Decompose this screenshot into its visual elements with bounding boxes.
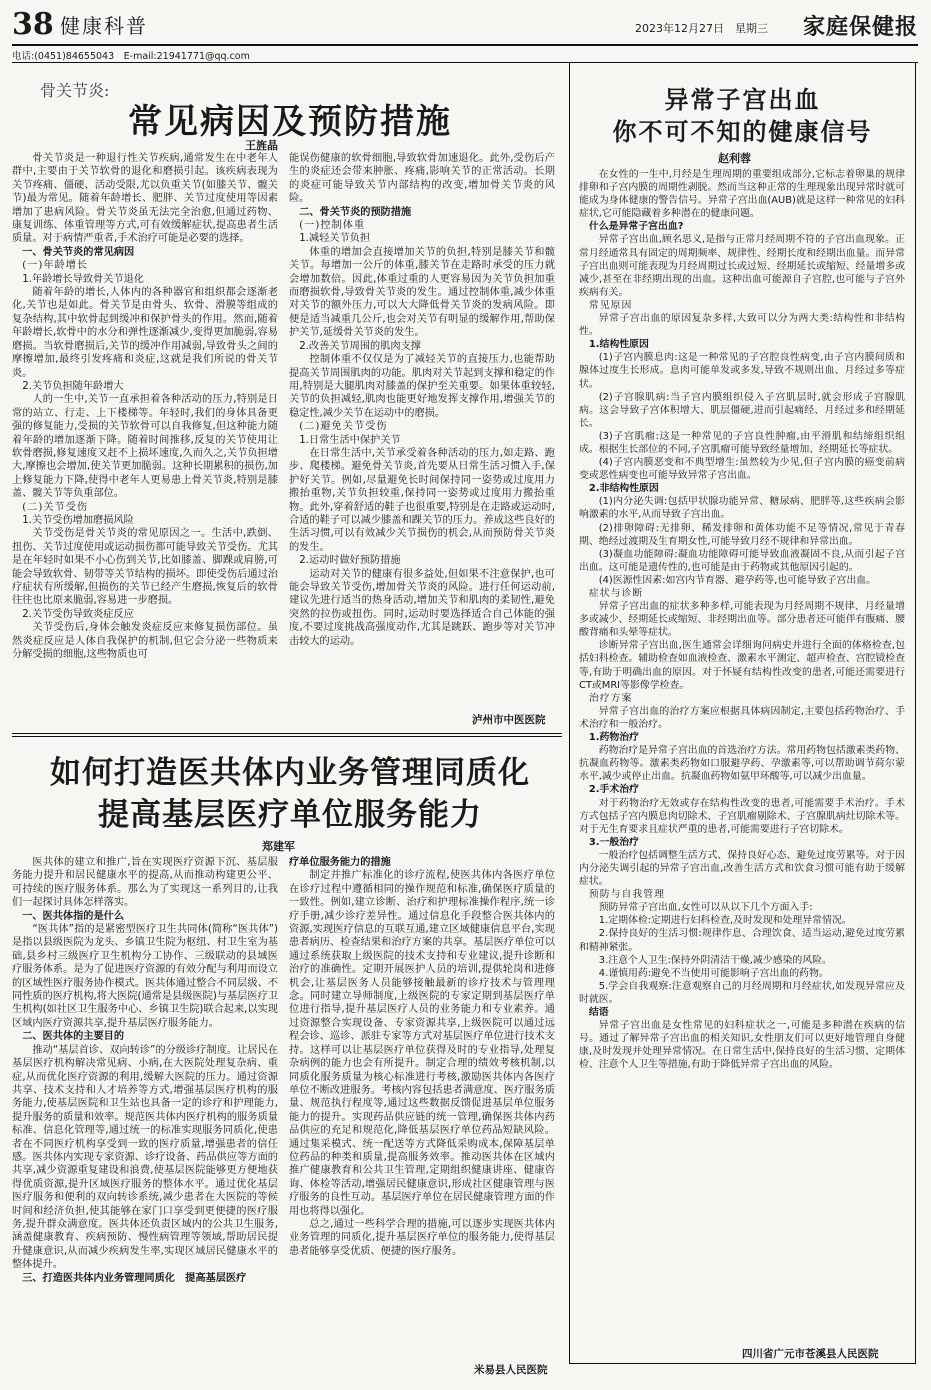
paragraph: (1)内分泌失调:包括甲状腺功能异常、糖尿病、肥胖等,这些疾病会影响激素的水平,从而导致子宫出血。: [579, 496, 905, 521]
paragraph: 1.关节受伤增加磨损风险: [22, 514, 134, 526]
masthead-rule: [12, 44, 918, 46]
subheading: 1.结构性原因: [588, 339, 649, 351]
paragraph: 药物治疗是异常子宫出血的首选治疗方法。常用药物包括激素类药物、抗凝血药物等。激素类药物如口服避孕药、孕激素等,可以帮助调节荷尔蒙水平,减少或停止出血。抗凝血药物如氨甲环酸等,可以减少出血量。: [579, 745, 905, 783]
subheading: 结语: [588, 1007, 609, 1018]
paragraph: 推动“基层首诊、双向转诊”的分级诊疗制度。让居民在基层医疗机构解决常见病、小病,在大医院处理复杂病、重症,从而优化医疗资源的利用,缓解大医院的压力。通过资源共享、技术支持和人才培养等方式,增强基层医疗机构的服务能力,使基层医院和卫生站也具备一定的诊疗和护理能力,提升服务的质量和效率。规范医共体内医疗机构的服务质量标准、信息化管理等,通过统一的标准实现服务同质化,使患者在不同医疗机构享受到一致的医疗质量,增强患者的信任感。医共体内实现专家资源、诊疗设备、药品供应等方面的共享,减少资源重复建设和浪费,使基层医院能够更方便地获得优质资源,提升区域医疗服务的整体水平。通过优化基层医疗服务和便利的双向转诊系统,减少患者在大医院的等候时间和经济负担,使其能够在家门口享受到更便捷的医疗服务,提升群众满意度。医共体还负责区域内的公共卫生服务,涵盖健康教育、疾病预防、慢性病管理等领域,帮助居民提升健康意识,从而减少疾病发生率,实现区域居民健康水平的整体提升。: [12, 1044, 278, 1271]
article3-title: [570, 84, 915, 148]
paragraph: 一般治疗包括调整生活方式、保持良好心态、避免过度劳累等。对于因内分泌失调引起的异常子宫出血,改善生活方式和饮食习惯可能有助于缓解症状。: [579, 849, 905, 888]
article3-body: [579, 168, 905, 1344]
article2-title-line2: 提高基层医疗单位服务能力: [98, 797, 482, 833]
subheading: 3.一般治疗: [588, 836, 640, 848]
paragraph: (4)医源性因素:如宫内节育器、避孕药等,也可能导致子宫出血。: [598, 574, 877, 586]
paragraph: “医共体”指的是紧密型医疗卫生共同体(简称“医共体”)是指以县级医院为龙头、乡镇卫生院为枢纽、村卫生室为基础,县乡村三级医疗卫生机构分工协作、三级联动的县域医疗服务体系。是为了促进医疗资源的有效分配与利用而设立的区域性医疗服务协作模式。医共体通过整合不同层级、不同性质的医疗机构,将大医院(通常是县级医院)与基层医疗卫生机构(如社区卫生服务中心、乡镇卫生院)联合起来,以实现区域内医疗资源共享,提升基层医疗服务能力。: [12, 924, 278, 1029]
paragraph: 异常子宫出血的原因复杂多样,大致可以分为两大类:结构性和非结构性。: [579, 313, 905, 338]
article1-source: 泸州市中医医院: [472, 714, 546, 726]
paragraph: 异常子宫出血的治疗方案应根据具体病因制定,主要包括药物治疗、手术治疗和一般治疗。: [579, 705, 905, 730]
article-separator: [12, 733, 562, 734]
paragraph: 2.保持良好的生活习惯:规律作息、合理饮食、适当运动,避免过度劳累和精神紧张。: [579, 928, 905, 953]
article2-author: 郑建军: [262, 840, 295, 853]
paragraph: 总之,通过一些科学合理的措施,可以逐步实现医共体内业务管理的同质化,提升基层医疗单位的服务能力,使得基层患者能够享受优质、便捷的医疗服务。: [289, 1218, 555, 1257]
paragraph: 3.注意个人卫生:保持外阴清洁干燥,减少感染的风险。: [598, 954, 832, 966]
subheading: 一、骨关节炎的常见病因: [22, 246, 135, 258]
subheading: 2.非结构性原因: [588, 483, 659, 495]
subheading: 2.手术治疗: [588, 784, 640, 796]
paragraph: 2.运动时做好预防措施: [299, 555, 401, 567]
section-title: 健康科普: [60, 14, 148, 38]
subheading: 1.药物治疗: [588, 732, 640, 744]
paragraph: 关节受伤后,身体会触发炎症反应来修复损伤部位。虽然炎症反应是人体自我保护的机制,但它会分泌一些物质来分解受损的细胞,这些物质也可: [12, 622, 278, 661]
subheading: (一)控制体重: [299, 220, 366, 232]
paragraph: 异常子宫出血的症状多种多样,可能表现为月经周期不规律、月经量增多或减少、经期延长或缩短、非经期出血等。部分患者还可能伴有腹痛、腰酸背痛和头晕等症状。: [579, 601, 905, 639]
contact-line: 电话:(0451)84655043 E-mail:21941771@qq.com: [12, 51, 250, 62]
subheading: 预防与自我管理: [588, 889, 666, 901]
paragraph: (3)子宫肌瘤:这是一种常见的子宫良性肿瘤,由平滑肌和结缔组织组成。根据生长部位的不同,子宫肌瘤可能导致经量增加、经期延长等症状。: [579, 430, 905, 455]
article1-title: 常见病因及预防措施: [128, 102, 452, 142]
issue-date: 2023年12月27日 星期三: [635, 22, 768, 35]
paragraph: 1.定期体检:定期进行妇科检查,及时发现和处理异常情况。: [598, 915, 852, 927]
subheading: 症状与诊断: [588, 588, 644, 599]
paragraph: 异常子宫出血,顾名思义,是指与正常月经周期不符的子宫出血现象。正常月经通常具有固定的周期频率、规律性、经期长度和经期出血量。而异常子宫出血则可能表现为月经周期过长或过短、经期延长或缩短、经量增多或减少,甚至在非经期出现的出血。这种出血可能源自子宫腔,也可能与子宫外疾病有关。: [579, 234, 905, 298]
article1-author: 王旌晶: [245, 139, 278, 152]
paragraph: 异常子宫出血是女性常见的妇科症状之一,可能是多种潜在疾病的信号。通过了解异常子宫出血的相关知识,女性朋友们可以更好地管理自身健康,及时发现并处理异常情况。在日常生活中,保持良好的生活习惯、定期体检、注意个人卫生等措施,有助于降低异常子宫出血的风险。: [579, 1020, 905, 1071]
paragraph: 预防异常子宫出血,女性可以从以下几个方面入手:: [598, 902, 813, 914]
subheading: (一)年龄增长: [22, 260, 89, 272]
paragraph: 1.减轻关节负担: [299, 233, 371, 245]
paragraph: 随着年龄的增长,人体内的各种器官和组织都会逐渐老化,关节也是如此。骨关节是由骨头、软骨、滑膜等组成的复杂结构,其中软骨起到缓冲和保护骨头的作用。然而,随着年龄增长,软骨中的水分和弹性逐渐减少,变得更加脆弱,容易磨损。当软骨磨损后,关节的缓冲作用减弱,导致骨头之间的摩擦增加,最终引发疼痛和炎症,这就是我们所说的骨关节炎。: [12, 287, 278, 379]
paragraph: (1)子宫内膜息肉:这是一种常见的子宫腔良性病变,由子宫内膜间质和腺体过度生长形成。息肉可能单发或多发,导致不规则出血、月经过多等症状。: [579, 352, 905, 390]
paragraph: 制定并推广标准化的诊疗流程,使医共体内各医疗单位在诊疗过程中遵循相同的操作规范和标准,确保医疗质量的一致性。例如,建立诊断、治疗和护理标准操作程序,统一诊疗手册,减少诊疗差异性。通过信息化手段整合医共体内的资源,实现医疗信息的互联互通,建立区域健康信息平台,实现患者病历、检查结果和治疗方案的共享。基层医疗单位可以通过系统获取上级医院的技术支持和专业建议,提升诊断和治疗的准确性。定期开展医护人员的培训,提供轮岗和进修机会,让基层医务人员能够接触最新的诊疗技术与管理理念。同时建立导师制度,上级医院的专家定期到基层医疗单位进行指导,提升基层医疗人员的业务能力和专业素养。通过资源整合实现设备、专家资源共享,上级医院可以通过远程会诊、巡诊、派驻专家等方式对基层医疗单位进行技术支持。这样可以让基层医疗单位获得及时的专业指导,处理复杂病例的能力也会有所提升。制定合理的绩效考核机制,以同质化服务质量为核心标准进行考核,激励医共体内各医疗单位不断改进服务。考核内容包括患者满意度、医疗服务质量、规范执行程度等,通过这些数据反馈促进基层单位服务能力的提升。实现药品供应链的统一管理,确保医共体内药品供应的充足和规范化,降低基层医疗单位药品短缺风险。通过集采模式、统一配送等方式降低采购成本,保障基层单位药品的种类和质量,提高服务效率。推动医共体在区域内推广健康教育和公共卫生管理,定期组织健康讲座、健康咨询、体检等活动,增强居民健康意识,形成社区健康管理与医疗服务的良性互动。基层医疗单位在居民健康管理方面的作用也将得以强化。: [289, 870, 555, 1217]
paragraph: 关节受伤是骨关节炎的常见原因之一。生活中,跌倒、扭伤、关节过度使用或运动损伤都可能导致关节受伤。尤其是在年轻时如果不小心伤到关节,比如膝盖、脚踝或肩膀,可能会导致软骨、韧带等关节结构的损坏。即使受伤后通过治疗症状有所缓解,但损伤的关节已经产生磨损,恢复后的软骨往往也比原来脆弱,容易进一步磨损。: [12, 528, 278, 607]
paragraph: 1.年龄增长导致骨关节退化: [22, 273, 144, 285]
article-separator-double: [12, 736, 562, 737]
paragraph: 5.学会自我观察:注意观察自己的月经周期和月经症状,如发现异常应及时就医。: [579, 980, 905, 1005]
paragraph: 在女性的一生中,月经是生理周期的重要组成部分,它标志着卵巢的规律排卵和子宫内膜的周期性剥脱。然而当这种正常的生理现象出现异常时就可能成为身体健康的警告信号。异常子宫出血(AUB)就是这样一种常见的妇科症状,它可能隐藏着多种潜在的健康问题。: [579, 169, 905, 220]
paragraph: 1.日常生活中保护关节: [299, 434, 401, 446]
subheading: 三、打造医共体内业务管理同质化 提高基层医疗: [22, 1272, 247, 1284]
article1-column-2: [289, 152, 555, 708]
subheading: (二)关节受伤: [22, 501, 89, 513]
subheading: (二)避免关节受伤: [299, 421, 388, 433]
paragraph: (2)排卵障碍:无排卵、稀发排卵和黄体功能不足等情况,常见于青春期、绝经过渡期及生育期女性,可能导致月经不规律和异常出血。: [579, 522, 905, 547]
paragraph: 在日常生活中,关节承受着各种活动的压力,如走路、跑步、爬楼梯。避免骨关节炎,首先要从日常生活习惯入手,保护好关节。例如,尽量避免长时间保持同一姿势或过度用力搬抬重物,关节负担较重,保持同一姿势或过度用力搬抬重物。此外,穿着舒适的鞋子也很重要,特别是在走路或运动时,合适的鞋子可以减少膝盖和踝关节的压力。养成这些良好的生活习惯,可以有效减少关节损伤的机会,从而预防骨关节炎的发生。: [289, 447, 555, 553]
article2-title-line1: 如何打造医共体内业务管理同质化: [50, 755, 530, 791]
paragraph: 医共体的建立和推广,旨在实现医疗资源下沉、基层服务能力提升和居民健康水平的提高,从而推动构建更公平、可持续的医疗服务体系。那么为了实现这一系列目的,让我们一起探讨具体怎样落实。: [12, 857, 278, 909]
subheading: 常见原因: [588, 299, 633, 311]
paragraph: 2.关节受伤导致炎症反应: [22, 608, 134, 620]
article2-title: [20, 752, 560, 836]
paragraph: 能误伤健康的软骨细胞,导致软骨加速退化。此外,受伤后产生的炎症还会带来肿胀、疼痛,影响关节的正常活动。长期的炎症可能导致关节内部结构的改变,增加骨关节炎的风险。: [289, 153, 555, 205]
paragraph: 控制体重不仅仅是为了减轻关节的直接压力,也能帮助提高关节周围肌肉的功能。肌肉对关节起到支撑和稳定的作用,特别是大腿肌肉对膝盖的保护至关重要。如果体重较轻,关节的负担减轻,肌肉也能更好地发挥支撑作用,增强关节的稳定性,减少关节在运动中的磨损。: [289, 354, 555, 419]
paragraph: 人的一生中,关节一直承担着各种活动的压力,特别是日常的站立、行走、上下楼梯等。年轻时,我们的身体具备更强的修复能力,受损的关节软骨可以自我修复,但这种能力随着年龄的增加逐渐下降。随着时间推移,反复的关节使用让软骨磨损,修复速度又赶不上损坏速度,久而久之,关节负担增大,摩擦也会增加,使关节更加脆弱。这种长期累积的损伤,加上修复能力下降,使得中老年人更易患上骨关节炎,特别是膝盖、髋关节等负重部位。: [12, 394, 278, 500]
article3-author: 赵利蓉: [718, 152, 751, 165]
paragraph: (4)子宫内膜恶变和不典型增生:虽然较为少见,但子宫内膜的癌变前病变或恶性病变也可能导致异常子宫出血。: [579, 457, 905, 482]
article1-kicker: 骨关节炎:: [40, 81, 110, 100]
subheading: 一、医共体指的是什么: [22, 910, 125, 922]
paragraph: 运动对关节的健康有很多益处,但如果不注意保护,也可能会导致关节受伤,增加骨关节炎的风险。进行任何运动前,建议先进行适当的热身活动,增加关节和肌肉的柔韧性,避免突然的拉伤或扭伤。同时,运动时要选择适合自己体能的强度,不要过度挑战高强度动作,尤其是跳跃、跑步等对关节冲击较大的运动。: [289, 568, 555, 647]
paragraph: (3)凝血功能障碍:凝血功能障碍可能导致血液凝固不良,从而引起子宫出血。这可能是遗传性的,也可能是由于药物或其他原因引起的。: [579, 548, 905, 573]
article3-title-line2: 你不可不知的健康信号: [612, 117, 873, 146]
paragraph: 骨关节炎是一种退行性关节疾病,通常发生在中老年人群中,主要由于关节软骨的退化和磨损引起。该疾病表现为关节疼痛、僵硬、活动受限,尤以负重关节(如膝关节、髋关节)最为常见。随着年龄增长、肥胖、关节过度使用等因素增加了患病风险。骨关节炎虽无法完全治愈,但通过药物、康复训练、体重管理等方式,可有效缓解症状,提高患者生活质量。对于病情严重者,手术治疗可能是必要的选择。: [12, 153, 278, 245]
paragraph: 诊断异常子宫出血,医生通常会详细询问病史并进行全面的体格检查,包括妇科检查。辅助检查如血液检查、激素水平测定、超声检查、宫腔镜检查等,有助于明确出血的原因。对于怀疑有结构性改变的患者,可能还需要进行CT或MRI等影像学检查。: [579, 640, 905, 691]
paragraph: (2)子宫腺肌病:当子宫内膜组织侵入子宫肌层时,就会形成子宫腺肌病。这会导致子宫体积增大、肌层僵硬,进而引起痛经、月经过多和经期延长。: [579, 391, 905, 429]
paragraph: 对于药物治疗无效或存在结构性改变的患者,可能需要手术治疗。手术方式包括子宫内膜息肉切除术、子宫肌瘤剔除术、子宫腺肌病灶切除术等。对于无生育要求且症状严重的患者,可能需要进行子宫切除术。: [579, 797, 905, 835]
subheading: 疗单位服务能力的措施: [289, 857, 391, 868]
subheading: 什么是异常子宫出血?: [588, 221, 684, 233]
article2-column-2: [289, 856, 555, 1356]
paragraph: 4.谨慎用药:避免不当使用可能影响子宫出血的药物。: [598, 967, 829, 979]
article2-source: 米易县人民医院: [474, 1364, 548, 1376]
masthead: [12, 8, 918, 44]
paragraph: 2.改善关节周围的肌肉支撑: [299, 340, 421, 352]
article1-column-1: [12, 152, 278, 724]
subheading: 治疗方案: [588, 692, 633, 704]
page-number: 38: [12, 7, 54, 42]
paragraph: 2.关节负担随年龄增大: [22, 380, 124, 392]
article2-column-1: [12, 856, 278, 1376]
article3-source: 四川省广元市苍溪县人民医院: [742, 1348, 879, 1360]
subheading: 二、骨关节炎的预防措施: [299, 206, 412, 218]
paragraph: 体重的增加会直接增加关节的负担,特别是膝关节和髋关节。每增加一公斤的体重,膝关节在走路时承受的压力就会增加数倍。因此,体重过重的人更容易因为关节负担加重而磨损软骨,导致骨关节炎的发生。通过控制体重,减少体重对关节的额外压力,可以大大降低骨关节炎的发病风险。即便是适当减重几公斤,也会对关节有明显的缓解作用,帮助保护关节,延缓骨关节炎的发生。: [289, 246, 555, 339]
article3-title-line1: 异常子宫出血: [664, 85, 821, 114]
subheading: 二、医共体的主要目的: [22, 1031, 125, 1043]
paper-name: 家庭保健报: [802, 14, 918, 40]
